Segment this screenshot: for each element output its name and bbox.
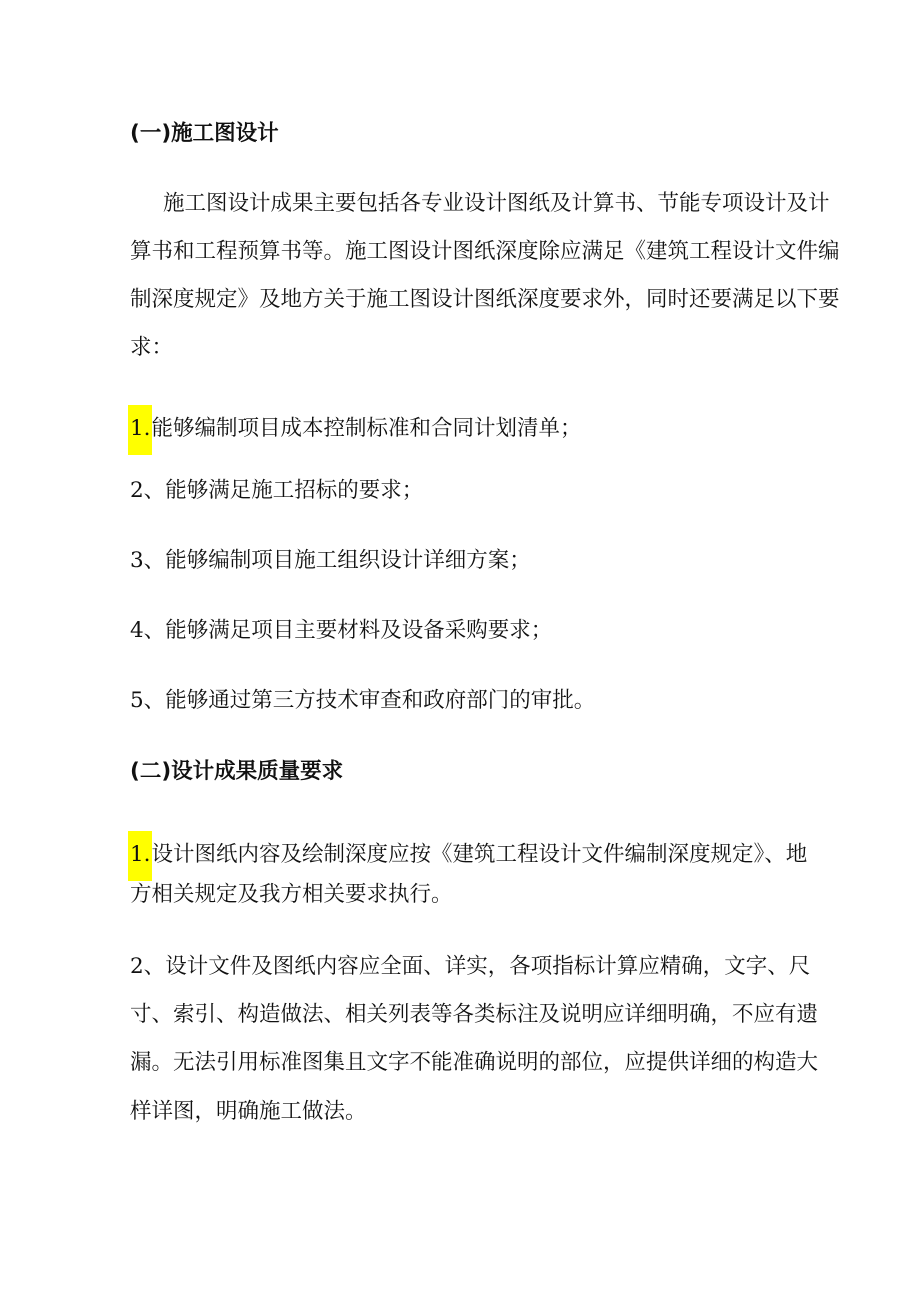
highlighted-item-number: 1. [128,405,152,455]
list-item-text: 能够满足施工招标的要求； [165,478,424,503]
list-item-text: 能够编制项目施工组织设计详细方案； [165,548,531,573]
list-item [130,616,552,646]
paragraph-line: 样详图，明确施工做法。 [130,1099,367,1124]
list-item-text: 设计图纸内容及绘制深度应按《建筑工程设计文件编制深度规定》、地 [151,842,808,867]
item-number: 2、 [130,478,166,503]
item-number: 3、 [130,548,166,573]
list-item [130,546,531,576]
list-item [130,476,423,506]
paragraph-line: 漏。无法引用标准图集且文字不能准确说明的部位，应提供详细的构造大 [130,1050,819,1075]
paragraph-line: 制深度规定》及地方关于施工图设计图纸深度要求外，同时还要满足以下要 [130,287,840,312]
item-number: 5、 [130,688,166,713]
list-item [130,952,810,982]
list-item-text: 能够满足项目主要材料及设备采购要求； [165,618,553,643]
list-item-text: 能够通过第三方技术审查和政府部门的审批。 [165,688,596,713]
paragraph-line: 方相关规定及我方相关要求执行。 [130,882,453,907]
paragraph-line: 求： [130,335,174,360]
paragraph-line: 施工图设计成果主要包括各专业设计图纸及计算书、节能专项设计及计 [163,191,830,216]
item-number: 4、 [130,618,166,643]
list-item [130,405,582,455]
list-item [130,686,595,716]
list-item-text: 设计文件及图纸内容应全面、详实，各项指标计算应精确，文字、尺 [165,954,811,979]
item-number: 2、 [130,954,166,979]
list-item-text: 能够编制项目成本控制标准和合同计划清单； [151,416,582,441]
paragraph-line: 寸、索引、构造做法、相关列表等各类标注及说明应详细明确，不应有遗 [130,1002,819,1027]
section-heading-1: (一)施工图设计 [130,121,279,146]
paragraph-line: 算书和工程预算书等。施工图设计图纸深度除应满足《建筑工程设计文件编 [130,239,840,264]
highlighted-item-number: 1. [128,831,152,881]
list-item [130,831,807,881]
section-heading-2: (二)设计成果质量要求 [130,759,344,784]
